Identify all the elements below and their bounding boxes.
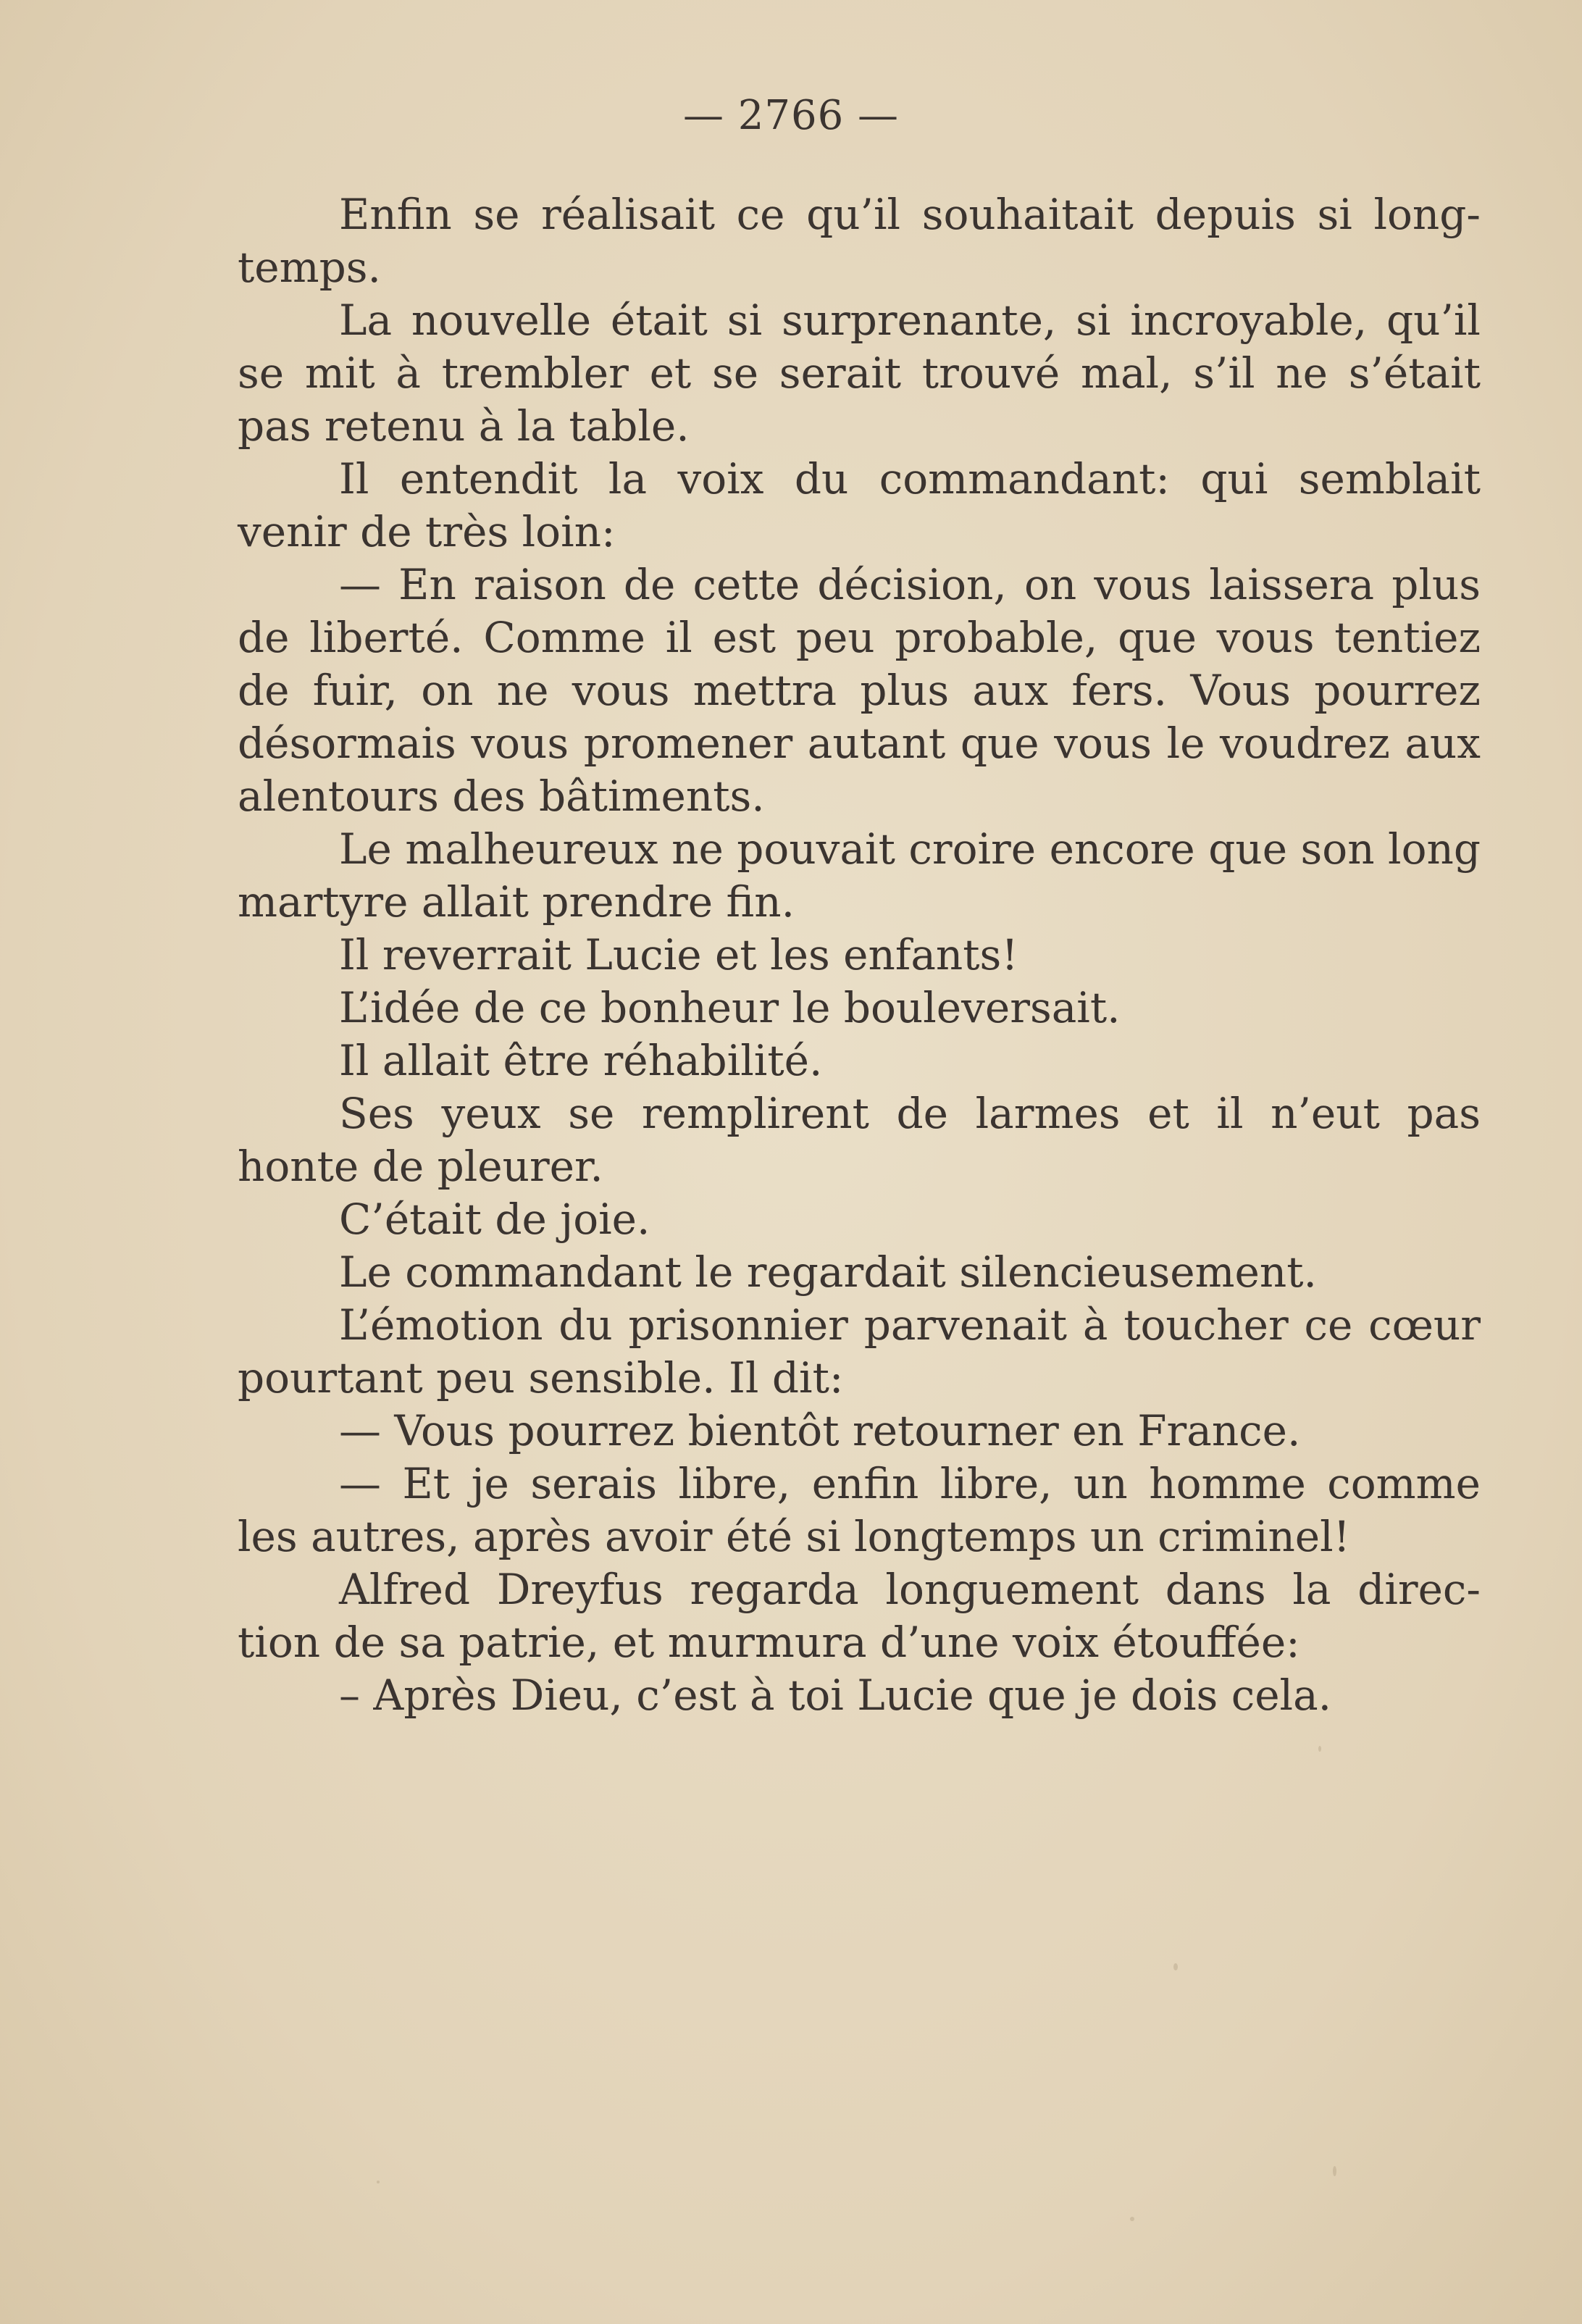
paragraph: Il entendit la voix du commandant: qui semblait venir de très loin:: [238, 454, 1481, 556]
paragraph: Ses yeux se remplirent de larmes et il n’eut pas honte de pleurer.: [238, 1089, 1481, 1191]
paragraph: Il reverrait Lucie et les enfants!: [339, 930, 1018, 979]
paragraph: — En raison de cette décision, on vous laissera plus de liberté. Comme il est peu probable, que vous tentiez de fuir, on ne vous mettra plus aux fers. Vous pourrez désormais vous promener autant que vous le voudrez aux alentours des bâtiments.: [238, 560, 1481, 821]
page-number: — 2766 —: [682, 92, 900, 139]
paragraph: L’idée de ce bonheur le bouleversait.: [339, 983, 1121, 1032]
paragraph: Le malheureux ne pouvait croire encore que son long martyre allait prendre fin.: [238, 824, 1481, 927]
paragraph: Il allait être réhabilité.: [339, 1036, 823, 1085]
paper-speck: [1333, 2166, 1336, 2176]
paragraph: — Et je serais libre, enfin libre, un homme comme les autres, après avoir été si longtemps un criminel!: [238, 1459, 1481, 1561]
paragraph: — Vous pourrez bientôt retourner en France.: [339, 1406, 1301, 1455]
paragraph: Enfin se réalisait ce qu’il souhaitait depuis si long-temps.: [238, 190, 1481, 292]
paragraph: – Après Dieu, c’est à toi Lucie que je dois cela.: [339, 1671, 1332, 1720]
paragraph: Alfred Dreyfus regarda longuement dans la direc-tion de sa patrie, et murmura d’une voix étouffée:: [238, 1565, 1481, 1667]
paper-speck: [377, 2181, 380, 2183]
paragraph: La nouvelle était si surprenante, si incroyable, qu’il se mit à trembler et se serait trouvé mal, s’il ne s’était pas retenu à la table.: [238, 296, 1481, 451]
paragraph: L’émotion du prisonnier parvenait à toucher ce cœur pourtant peu sensible. Il dit:: [238, 1300, 1481, 1403]
paragraph: Le commandant le regardait silencieusement.: [339, 1247, 1317, 1297]
paper-speck: [1130, 2217, 1134, 2221]
paper-speck: [1173, 1963, 1178, 1970]
paragraph: C’était de joie.: [339, 1195, 650, 1244]
paper-speck: [1318, 1746, 1321, 1752]
page-text: [238, 188, 1481, 1722]
